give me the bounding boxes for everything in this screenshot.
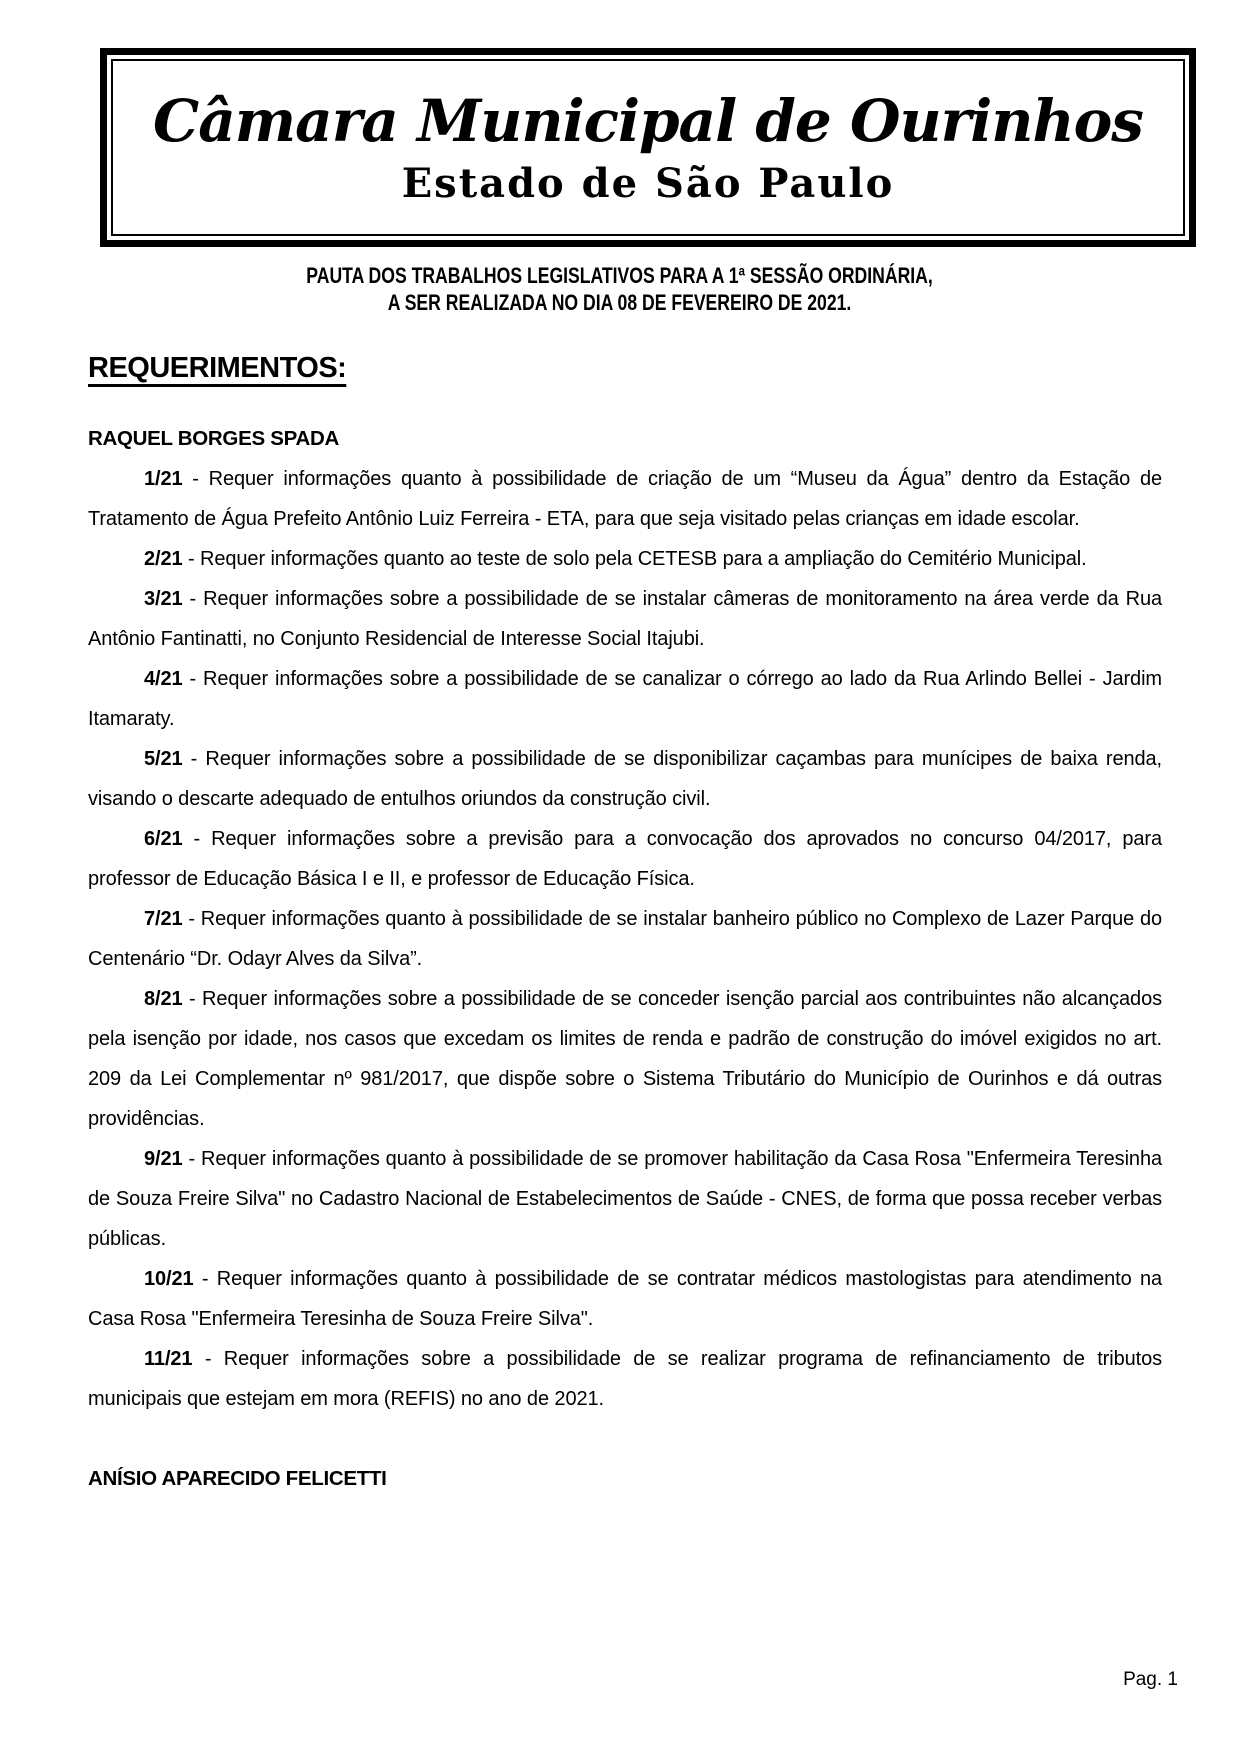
- requirement-item: [88, 659, 1162, 739]
- item-text: - Requer informações sobre a possibilidade de se canalizar o córrego ao lado da Rua Arlindo Bellei - Jardim Itamaraty.: [88, 668, 1162, 730]
- requirement-item: [88, 739, 1162, 819]
- item-number: 9/21: [144, 1148, 183, 1170]
- letterhead-inner-frame: [111, 59, 1185, 236]
- item-text: - Requer informações sobre a possibilidade de se instalar câmeras de monitoramento na área verde da Rua Antônio Fantinatti, no Conjunto Residencial de Interesse Social Itajubi.: [88, 588, 1162, 650]
- item-text: - Requer informações quanto à possibilidade de se contratar médicos mastologistas para atendimento na Casa Rosa "Enfermeira Teresinha de Souza Freire Silva".: [88, 1268, 1162, 1330]
- author-name: RAQUEL BORGES SPADA: [88, 427, 339, 450]
- section-heading-requerimentos: [88, 352, 1162, 385]
- item-number: 4/21: [144, 668, 183, 690]
- requirement-item: [88, 1259, 1162, 1339]
- requirement-item: [88, 899, 1162, 979]
- item-number: 3/21: [144, 588, 183, 610]
- item-number: 5/21: [144, 748, 183, 770]
- requirement-item: [88, 819, 1162, 899]
- requirement-item: [88, 459, 1162, 539]
- letterhead-box: [100, 48, 1196, 247]
- session-title-line1: PAUTA DOS TRABALHOS LEGISLATIVOS PARA A 1ª SESSÃO ORDINÁRIA,: [306, 263, 934, 288]
- org-name: Câmara Municipal de Ourinhos: [153, 86, 1143, 155]
- item-text: - Requer informações sobre a possibilidade de se conceder isenção parcial aos contribuintes não alcançados pela isenção por idade, nos casos que excedam os limites de renda e padrão de construção do imóvel exigidos no art. 209 da Lei Complementar nº 981/2017, que dispõe sobre o Sistema Tributário do Município de Ourinhos e dá outras providências.: [88, 988, 1162, 1130]
- item-text: - Requer informações quanto à possibilidade de se promover habilitação da Casa Rosa "Enfermeira Teresinha de Souza Freire Silva" no Cadastro Nacional de Estabelecimentos de Saúde - CNES, de forma que possa receber verbas públicas.: [88, 1148, 1162, 1250]
- item-text: - Requer informações sobre a possibilidade de se disponibilizar caçambas para munícipes de baixa renda, visando o descarte adequado de entulhos oriundos da construção civil.: [88, 748, 1162, 810]
- page-number: Pag. 1: [1123, 1669, 1178, 1690]
- requirement-item: [88, 1339, 1162, 1419]
- item-number: 8/21: [144, 988, 183, 1010]
- session-title-line2: A SER REALIZADA NO DIA 08 DE FEVEREIRO DE 2021.: [388, 290, 852, 315]
- session-title: [83, 262, 1157, 316]
- state-name: Estado de São Paulo: [401, 159, 895, 207]
- document-body: [88, 352, 1162, 1499]
- item-number: 10/21: [144, 1268, 194, 1290]
- item-number: 11/21: [144, 1348, 193, 1370]
- item-text: - Requer informações quanto ao teste de solo pela CETESB para a ampliação do Cemitério Municipal.: [182, 548, 1087, 570]
- requirement-item: [88, 979, 1162, 1139]
- author-name: ANÍSIO APARECIDO FELICETTI: [88, 1467, 387, 1490]
- item-text: - Requer informações sobre a previsão para a convocação dos aprovados no concurso 04/2017, para professor de Educação Básica I e II, e professor de Educação Física.: [88, 828, 1162, 890]
- requirement-item: [88, 539, 1162, 579]
- item-number: 6/21: [144, 828, 183, 850]
- item-text: - Requer informações quanto à possibilidade de criação de um “Museu da Água” dentro da Estação de Tratamento de Água Prefeito Antônio Luiz Ferreira - ETA, para que seja visitado pelas crianças em idade escolar.: [88, 468, 1162, 530]
- requirement-item: [88, 579, 1162, 659]
- section-heading-text: REQUERIMENTOS:: [88, 352, 347, 384]
- item-number: 7/21: [144, 908, 183, 930]
- session-title-lines: [307, 262, 933, 316]
- item-number: 1/21: [144, 468, 183, 490]
- item-text: - Requer informações sobre a possibilidade de se realizar programa de refinanciamento de tributos municipais que estejam em mora (REFIS) no ano de 2021.: [88, 1348, 1162, 1410]
- requirement-item: [88, 1139, 1162, 1259]
- item-text: - Requer informações quanto à possibilidade de se instalar banheiro público no Complexo de Lazer Parque do Centenário “Dr. Odayr Alves da Silva”.: [88, 908, 1162, 970]
- item-number: 2/21: [144, 548, 183, 570]
